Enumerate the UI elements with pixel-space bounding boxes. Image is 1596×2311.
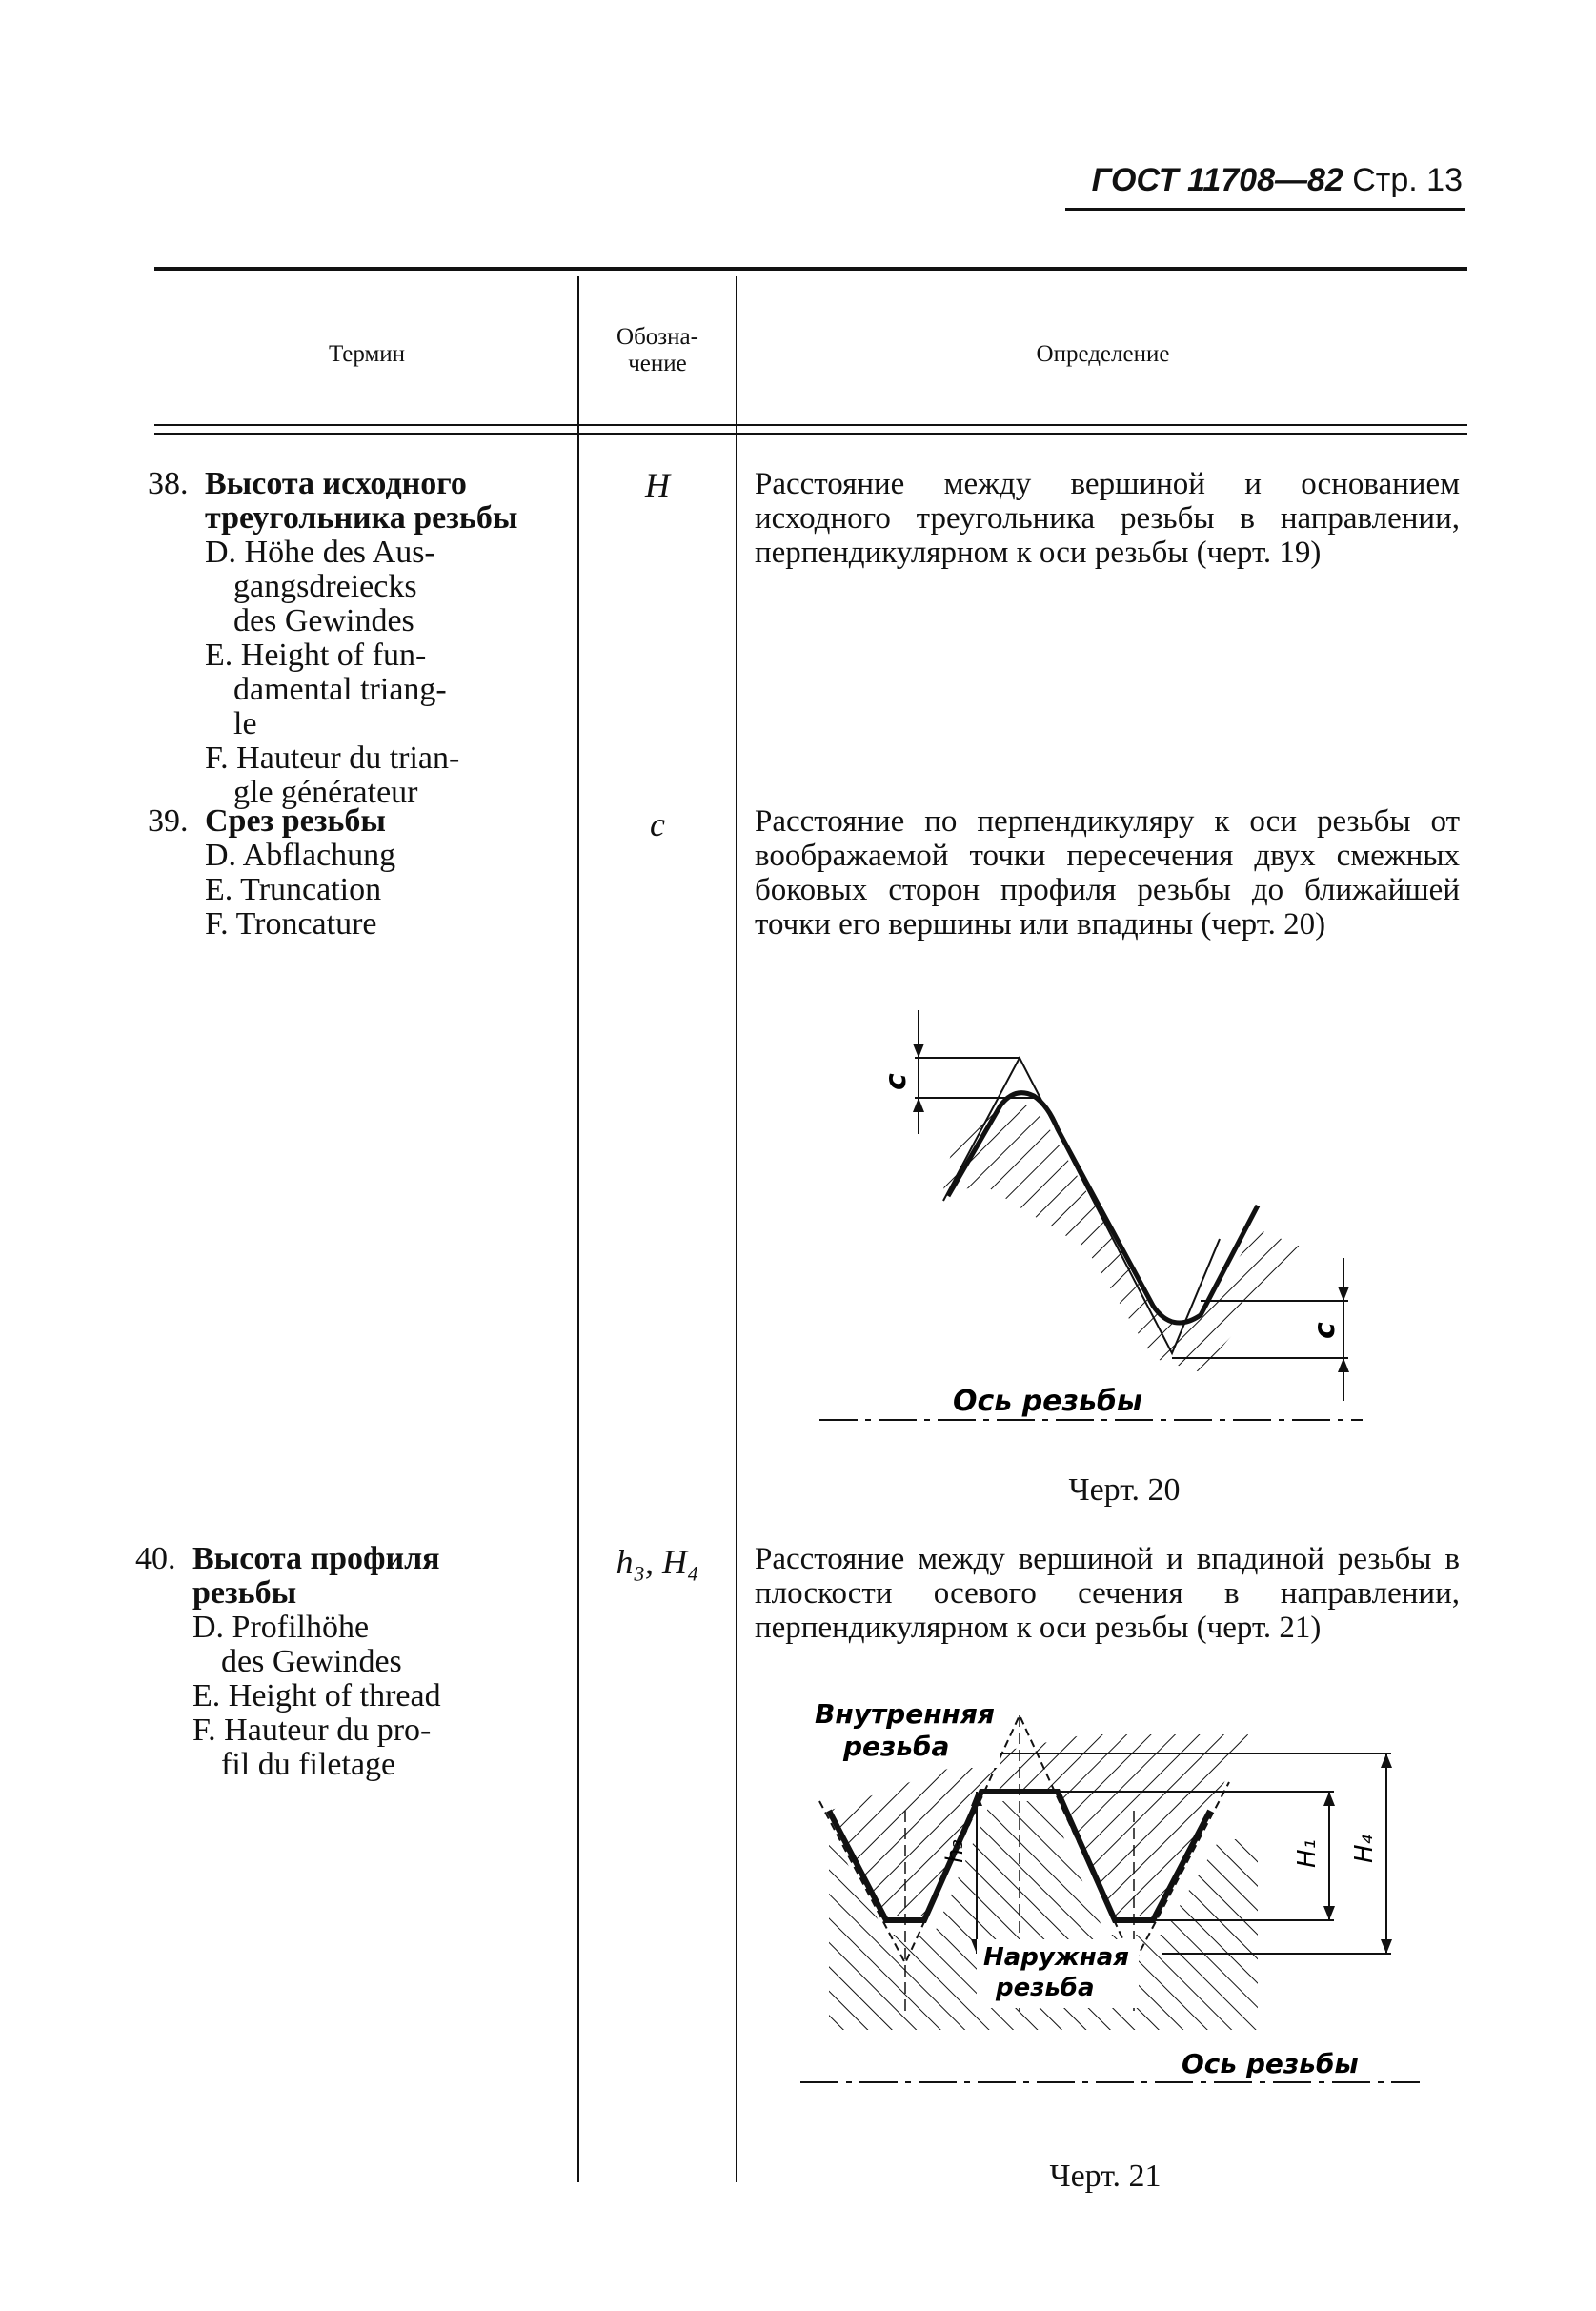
page-header	[1081, 162, 1463, 199]
term-ru: Высота профиля	[192, 1541, 440, 1576]
internal-thread-label-2: резьба	[843, 1731, 950, 1762]
label-c-bottom: c	[1308, 1322, 1342, 1339]
entry-40-symbol: h₃, H₄	[616, 1543, 699, 1581]
axis-label: Ось резьбы	[953, 1385, 1142, 1418]
arrow-head	[1338, 1358, 1349, 1372]
arrow-head	[913, 1098, 924, 1112]
external-thread-label-1: Наружная	[983, 1943, 1129, 1972]
term-en-cont: damental triang-	[233, 672, 447, 707]
arrow-head	[1381, 1939, 1392, 1954]
entry-38-definition: Расстояние между вершиной и основанием исходного треугольника резьбы в направлении, перпендикулярном к оси резьбы (черт. 19)	[755, 467, 1460, 570]
column-header-designation	[581, 324, 734, 377]
term-ru-cont: резьбы	[192, 1575, 297, 1611]
term-ru-cont: треугольника резьбы	[205, 500, 518, 536]
entry-number: 39.	[148, 803, 189, 839]
entry-40-definition: Расстояние между вершиной и впадиной резьбы в плоскости осевого сечения в направлении, перпендикулярном к оси резьбы (черт. 21)	[755, 1542, 1460, 1645]
figure-20-caption: Черт. 20	[1068, 1472, 1181, 1508]
arrow-head	[1323, 1906, 1335, 1920]
term-en: E. Truncation	[205, 872, 382, 907]
entry-38-symbol: H	[645, 466, 670, 504]
column-divider-2	[736, 276, 737, 2182]
designation-header-line-1: Обозна-	[616, 324, 698, 350]
term-ru: Срез резьбы	[205, 803, 386, 839]
arrow-head	[1323, 1792, 1335, 1806]
figure-21-caption: Черт. 21	[1049, 2159, 1162, 2194]
arrow-head	[913, 1044, 924, 1058]
table-top-rule	[154, 267, 1467, 271]
column-header-definition: Определение	[1036, 341, 1170, 367]
term-fr: F. Hauteur du trian-	[205, 740, 460, 776]
term-fr: F. Hauteur du pro-	[192, 1713, 432, 1748]
label-h1: H₁	[1293, 1839, 1322, 1868]
arrow-head	[1338, 1287, 1349, 1301]
column-divider-1	[577, 276, 579, 2182]
entry-39-definition: Расстояние по перпендикуляру к оси резьбы от воображаемой точки пересечения двух смежных боковых сторон профиля резьбы до ближайшей точки его вершины или впадины (черт. 20)	[755, 804, 1460, 942]
term-fr: F. Troncature	[205, 906, 377, 942]
header-underline	[1065, 208, 1465, 211]
entry-40-term	[135, 1542, 555, 1782]
column-header-term: Термин	[328, 341, 406, 367]
term-de: D. Höhe des Aus-	[205, 535, 435, 570]
term-fr-cont: gle générateur	[233, 775, 418, 810]
entry-number: 40.	[135, 1541, 176, 1576]
label-h4: H₄	[1350, 1835, 1379, 1863]
term-de-cont-2: des Gewindes	[233, 603, 414, 639]
term-de-cont: gangsdreiecks	[233, 569, 417, 604]
figure-21	[800, 1696, 1429, 2116]
term-ru: Высота исходного	[205, 466, 467, 501]
label-h3: h₃	[941, 1839, 968, 1863]
term-en-cont-2: le	[233, 706, 257, 741]
thread-hatch	[943, 1101, 1305, 1372]
term-de: D. Profilhöhe	[192, 1610, 370, 1645]
term-fr-cont: fil du filetage	[221, 1747, 396, 1782]
header-bottom-rule-1	[154, 424, 1467, 426]
page-number: Стр. 13	[1352, 162, 1463, 198]
term-de: D. Abflachung	[205, 838, 396, 873]
figure-20	[800, 991, 1391, 1439]
header-bottom-rule-2	[154, 433, 1467, 435]
label-c-top: c	[879, 1073, 913, 1090]
standard-number: ГОСТ 11708—82	[1091, 162, 1343, 198]
entry-39-symbol: c	[650, 805, 665, 843]
axis-label: Ось резьбы	[1182, 2048, 1359, 2079]
term-en: E. Height of fun-	[205, 638, 427, 673]
term-en: E. Height of thread	[192, 1678, 441, 1713]
designation-header-line-2: чение	[628, 351, 687, 376]
arrow-head	[1381, 1754, 1392, 1768]
entry-number: 38.	[148, 466, 189, 501]
external-thread-label-2: резьба	[996, 1974, 1095, 2002]
entry-39-term	[148, 804, 557, 942]
entry-38-term	[148, 467, 557, 810]
internal-thread-label-1: Внутренняя	[815, 1698, 995, 1730]
term-de-cont: des Gewindes	[221, 1644, 402, 1679]
